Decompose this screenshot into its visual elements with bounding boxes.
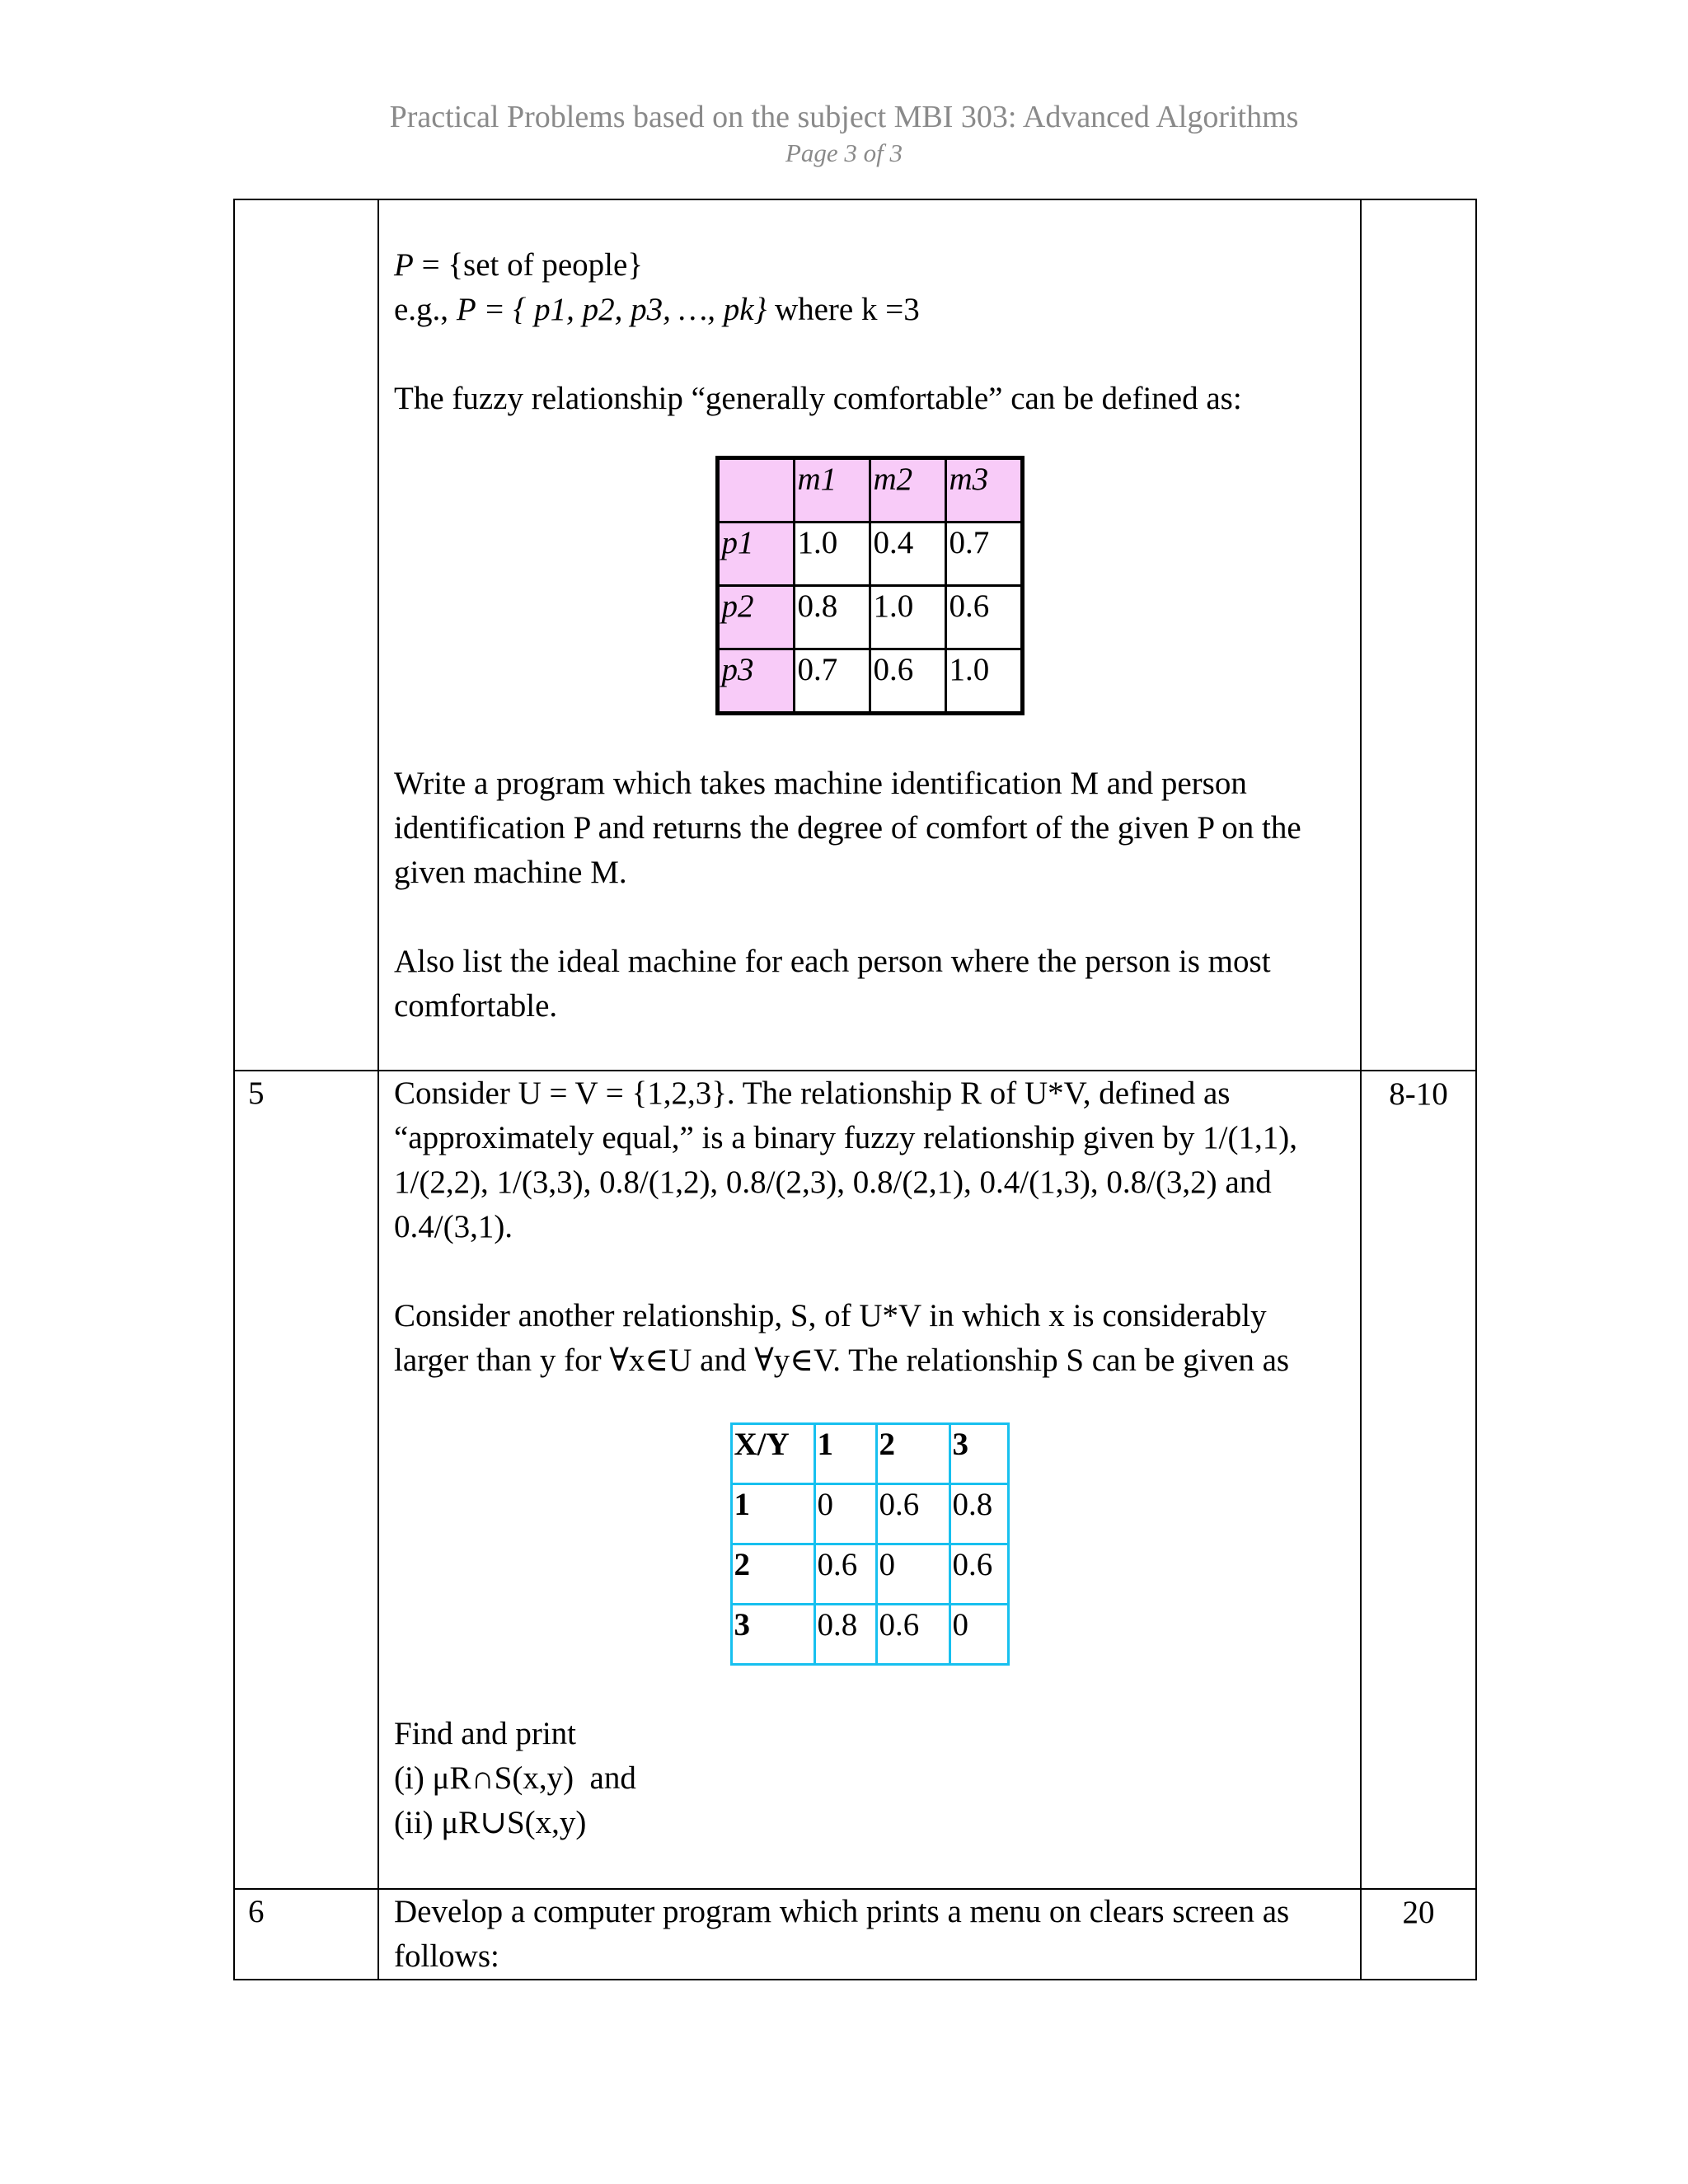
document-title: Practical Problems based on the subject MBI 303: Advanced Algorithms	[389, 100, 1299, 134]
problem-number-cell	[234, 1071, 378, 1889]
problems-table	[233, 199, 1477, 1980]
row-label-cell: p2	[717, 586, 794, 649]
problem-marks: 20	[1402, 1895, 1435, 1930]
problem-marks: 8-10	[1389, 1076, 1448, 1112]
table-cell: 0	[950, 1605, 1008, 1665]
table-cell: 1.0	[794, 523, 870, 586]
table-cell: 1.0	[870, 586, 945, 649]
relation-s-table	[730, 1422, 1010, 1666]
table-row	[731, 1605, 1008, 1665]
problem-body-cell	[378, 199, 1361, 1071]
header-cell: m2	[870, 458, 945, 523]
problem-number-cell	[234, 199, 378, 1071]
marks-cell	[1361, 1071, 1476, 1889]
problem-paragraph: Consider another relationship, S, of U*V in which x is considerably larger than y for ∀x∈U and ∀y∈V. The relationship S can be given as	[394, 1298, 1290, 1378]
table-cell: 1.0	[945, 649, 1022, 714]
table-cell: 0.4	[870, 523, 945, 586]
table-row	[234, 1071, 1476, 1889]
marks-cell	[1361, 1889, 1476, 1980]
set-example: e.g., P = { p1, p2, p3, …, pk} where k =3	[394, 292, 920, 327]
table-cell: 0.6	[945, 586, 1022, 649]
header-cell	[717, 458, 794, 523]
table-cell: 0.8	[950, 1484, 1008, 1544]
problem-number: 5	[248, 1076, 265, 1111]
table-cell: 0.6	[814, 1544, 876, 1605]
header-cell: 3	[950, 1424, 1008, 1484]
header-cell: m1	[794, 458, 870, 523]
table-row	[234, 199, 1476, 1071]
task-description: Also list the ideal machine for each person where the person is most comfortable.	[394, 944, 1271, 1024]
row-label-cell: p1	[717, 523, 794, 586]
fuzzy-intro: The fuzzy relationship “generally comfortable” can be defined as:	[394, 381, 1242, 416]
task-description: Write a program which takes machine identification M and person identification P and returns the degree of comfort of the given P on the given machine M.	[394, 766, 1301, 890]
header-cell: 2	[876, 1424, 950, 1484]
table-row	[717, 649, 1022, 714]
find-item-union: (ii) μR∪S(x,y)	[394, 1805, 587, 1840]
problem-number: 6	[248, 1894, 265, 1929]
table-cell: 0.7	[945, 523, 1022, 586]
header-cell: X/Y	[731, 1424, 814, 1484]
table-row	[731, 1424, 1008, 1484]
header-cell: 1	[814, 1424, 876, 1484]
table-row	[731, 1484, 1008, 1544]
problem-body-cell	[378, 1071, 1361, 1889]
table-cell: 0	[876, 1544, 950, 1605]
marks-cell	[1361, 199, 1476, 1071]
table-row	[717, 586, 1022, 649]
row-label-cell: p3	[717, 649, 794, 714]
table-cell: 0.6	[876, 1605, 950, 1665]
header-cell: m3	[945, 458, 1022, 523]
table-row	[717, 523, 1022, 586]
row-label-cell: 2	[731, 1544, 814, 1605]
row-label-cell: 1	[731, 1484, 814, 1544]
table-cell: 0.6	[950, 1544, 1008, 1605]
table-cell: 0.8	[814, 1605, 876, 1665]
table-cell: 0.6	[876, 1484, 950, 1544]
table-cell: 0.8	[794, 586, 870, 649]
problem-paragraph: Develop a computer program which prints a menu on clears screen as follows:	[394, 1894, 1290, 1974]
table-row	[717, 458, 1022, 523]
table-row	[731, 1544, 1008, 1605]
find-item-intersection: (i) μR∩S(x,y) and	[394, 1760, 636, 1796]
table-row	[234, 1889, 1476, 1980]
problem-body-cell	[378, 1889, 1361, 1980]
table-cell: 0	[814, 1484, 876, 1544]
table-cell: 0.7	[794, 649, 870, 714]
table-cell: 0.6	[870, 649, 945, 714]
comfort-table	[715, 456, 1025, 715]
row-label-cell: 3	[731, 1605, 814, 1665]
find-instruction: Find and print	[394, 1716, 576, 1751]
page-number: Page 3 of 3	[785, 138, 903, 167]
set-definition: P = {set of people}	[394, 247, 644, 283]
problem-number-cell	[234, 1889, 378, 1980]
problem-paragraph: Consider U = V = {1,2,3}. The relationship R of U*V, defined as “approximately equal,” is a binary fuzzy relationship given by 1/(1,1), 1/(2,2), 1/(3,3), 0.8/(1,2), 0.8/(2,3), 0.8/(2,1), 0.4/(1,3), 0.8/(3,2) and 0.4/(3,1).	[394, 1076, 1297, 1244]
